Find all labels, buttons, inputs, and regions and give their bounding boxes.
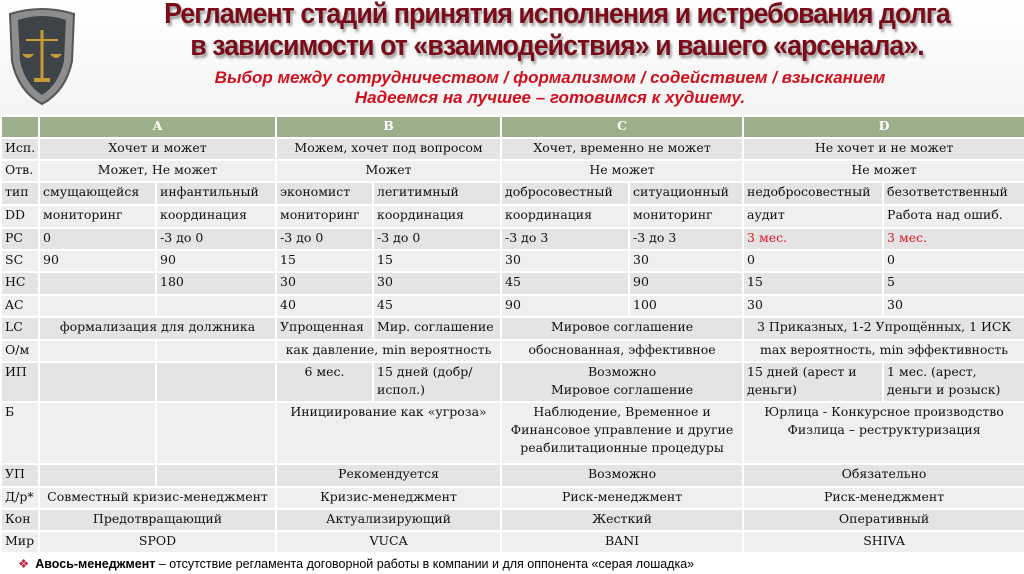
slide-header [0,0,1024,115]
column-header-a: A [39,116,276,138]
table-cell: 90 [501,295,629,317]
table-cell: аудит [743,205,883,228]
footer-definition: – отсутствие регламента договорной работы в компании и для оппонента «серая лошадка» [155,557,695,571]
row-label: Отв. [1,160,39,182]
table-cell: обоснованная, эффективное [501,340,743,362]
header-empty-cell [1,116,39,138]
row-label: тип [1,182,39,205]
table-cell: 90 [156,250,276,272]
table-cell [156,362,276,402]
table-cell: Упрощенная [276,317,373,340]
table-cell: 15 дней (арест и деньги) [743,362,883,402]
row-label: SC [1,250,39,272]
table-cell: 45 [373,295,501,317]
table-cell: 0 [39,228,156,250]
title-line-2: в зависимости от «взаимодействия» и вашего «арсенала». [190,30,924,62]
table-cell: 100 [629,295,743,317]
row-label: AC [1,295,39,317]
table-cell: Кризис-менеджмент [276,487,501,509]
table-cell: Может, Не может [39,160,276,182]
table-cell: координация [501,205,629,228]
table-cell: экономист [276,182,373,205]
table-row [1,317,1024,340]
table-cell: ситуационный [629,182,743,205]
table-cell: -3 до 0 [276,228,373,250]
table-cell [39,340,156,362]
table-cell: SHIVA [743,531,1024,553]
table-cell: -3 до 3 [501,228,629,250]
table-cell: мониторинг [39,205,156,228]
table-cell: 30 [276,272,373,295]
table-cell [156,295,276,317]
table-cell: max вероятность, min эффективность [743,340,1024,362]
diamond-bullet-icon: ❖ [18,557,30,571]
row-label: ИП [1,362,39,402]
row-label: HC [1,272,39,295]
table-cell: мониторинг [629,205,743,228]
table-cell: Не может [743,160,1024,182]
table-row [1,402,1024,464]
row-label: LC [1,317,39,340]
table-row [1,138,1024,160]
table-cell: 45 [501,272,629,295]
table-row [1,295,1024,317]
table-cell: 30 [373,272,501,295]
table-cell: -3 до 3 [629,228,743,250]
table-cell: 30 [629,250,743,272]
table-cell: Можем, хочет под вопросом [276,138,501,160]
table-cell: Хочет, временно не может [501,138,743,160]
table-cell: Может [276,160,501,182]
table-cell: 3 мес. [883,228,1024,250]
table-cell: VUCA [276,531,501,553]
table-cell: Работа над ошиб. [883,205,1024,228]
row-label: Б [1,402,39,464]
row-label: Мир [1,531,39,553]
table-cell: Мир. соглашение [373,317,501,340]
table-cell: Не может [501,160,743,182]
table-cell: 15 [743,272,883,295]
table-cell: инфантильный [156,182,276,205]
table-cell: 180 [156,272,276,295]
row-label: УП [1,464,39,487]
table-row [1,250,1024,272]
table-cell: 30 [501,250,629,272]
row-label: PC [1,228,39,250]
table-cell: смущающейся [39,182,156,205]
table-cell: 0 [883,250,1024,272]
table-row [1,362,1024,402]
table-row [1,160,1024,182]
table-row [1,272,1024,295]
column-header-b: B [276,116,501,138]
row-label: Д/р* [1,487,39,509]
column-header-c: C [501,116,743,138]
table-cell [156,402,276,464]
table-cell: как давление, min вероятность [276,340,501,362]
table-cell [39,362,156,402]
shield-scales-logo-icon [6,6,78,106]
table-cell: Наблюдение, Временное и Финансовое управление и другие реабилитационные процедуры [501,402,743,464]
table-cell [39,295,156,317]
row-label: DD [1,205,39,228]
table-cell: координация [156,205,276,228]
table-cell: Возможно [501,464,743,487]
table-cell: Оперативный [743,509,1024,531]
table-cell: 3 мес. [743,228,883,250]
table-cell: 5 [883,272,1024,295]
table-cell: Актуализирующий [276,509,501,531]
table-cell [39,402,156,464]
table-cell: Мировое соглашение [501,317,743,340]
table-cell: Рекомендуется [276,464,501,487]
table-cell: Риск-менеджмент [743,487,1024,509]
table-row [1,487,1024,509]
column-header-d: D [743,116,1024,138]
table-cell: -3 до 0 [156,228,276,250]
footer-note [0,554,1024,574]
table-cell: добросовестный [501,182,629,205]
row-label: О/м [1,340,39,362]
table-cell: -3 до 0 [373,228,501,250]
table-cell: Совместный кризис-менеджмент [39,487,276,509]
subtitle-line-2: Надеемся на лучшее – готовимся к худшему. [354,88,746,107]
table-cell: Риск-менеджмент [501,487,743,509]
table-row [1,531,1024,553]
table-cell: 30 [743,295,883,317]
table-cell: 90 [39,250,156,272]
table-cell: недобросовестный [743,182,883,205]
table-row [1,228,1024,250]
table-cell: Не хочет и не может [743,138,1024,160]
table-cell: Жесткий [501,509,743,531]
table-cell: 15 дней (добр/испол.) [373,362,501,402]
table-cell: 30 [883,295,1024,317]
table-cell: Возможно Мировое соглашение [501,362,743,402]
table-cell: Обязательно [743,464,1024,487]
table-cell [156,340,276,362]
row-label: Кон [1,509,39,531]
table-cell [39,272,156,295]
table-row [1,464,1024,487]
footer-term: Авось-менеджмент [35,557,156,571]
table-cell: формализация для должника [39,317,276,340]
table-row [1,509,1024,531]
column-header-row [1,116,1024,138]
regulation-table [0,115,1024,554]
page-title [127,0,986,62]
table-cell: мониторинг [276,205,373,228]
subtitle-line-1: Выбор между сотрудничеством / формализмом / содействием / взысканием [214,68,886,87]
table-cell: 1 мес. (арест, деньги и розыск) [883,362,1024,402]
table-cell: Предотвращающий [39,509,276,531]
table-cell: Юрлица - Конкурсное производство Физлица – реструктуризация [743,402,1024,464]
row-label: Исп. [1,138,39,160]
table-cell: 15 [276,250,373,272]
table-cell: координация [373,205,501,228]
table-cell: легитимный [373,182,501,205]
table-cell: 90 [629,272,743,295]
table-cell: безответственный [883,182,1024,205]
table-cell: 40 [276,295,373,317]
table-cell [156,464,276,487]
table-cell: 15 [373,250,501,272]
table-cell: Хочет и может [39,138,276,160]
table-cell: SPOD [39,531,276,553]
table-cell [39,464,156,487]
title-line-1: Регламент стадий принятия исполнения и истребования долга [164,0,950,30]
table-row [1,205,1024,228]
table-cell: 0 [743,250,883,272]
table-cell: 3 Приказных, 1-2 Упрощённых, 1 ИСК [743,317,1024,340]
table-cell: BANI [501,531,743,553]
table-cell: Инициирование как «угроза» [276,402,501,464]
table-row [1,340,1024,362]
table-row [1,182,1024,205]
table-cell: 6 мес. [276,362,373,402]
